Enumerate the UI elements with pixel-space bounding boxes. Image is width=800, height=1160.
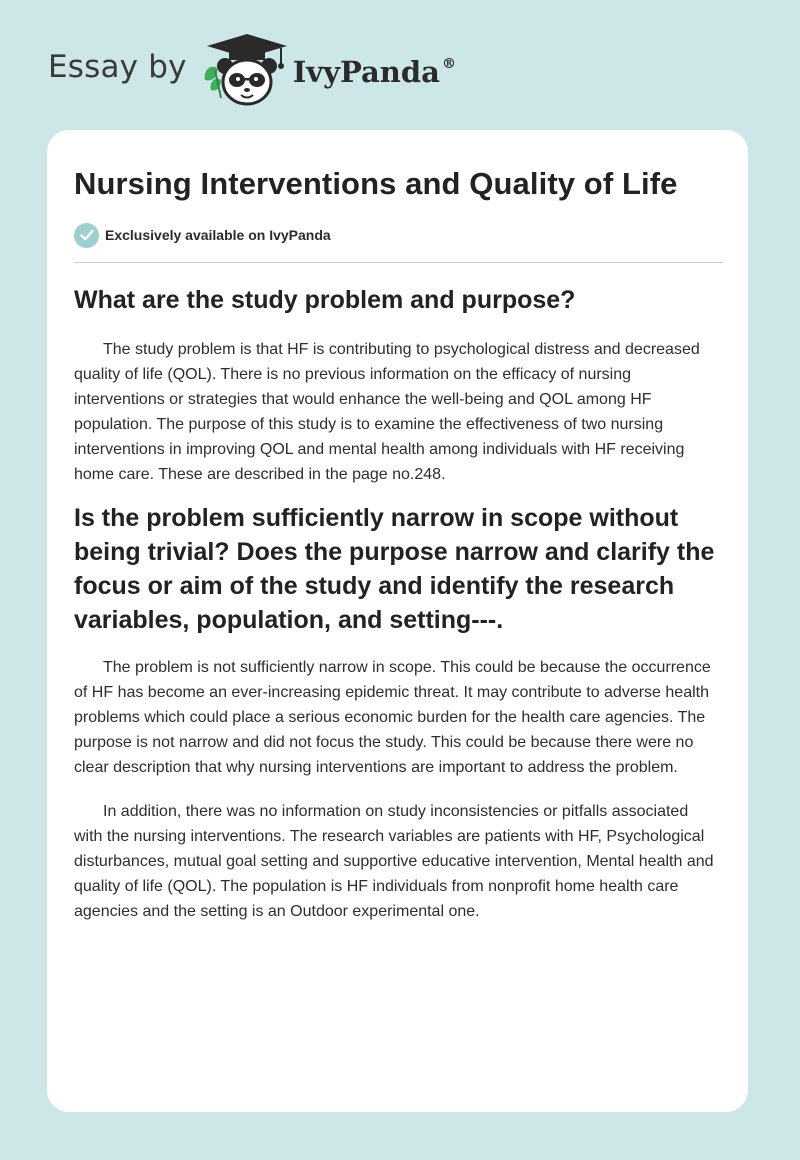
exclusive-badge (74, 222, 721, 248)
brand-name: IvyPanda ® (292, 55, 456, 89)
article-card (47, 130, 748, 1112)
paragraph: In addition, there was no information on study inconsistencies or pitfalls associated with the nursing interventions. The research variables are patients with HF, Psychological disturbances, mutual goal setting and supportive educative intervention, Mental health and quality of life (QOL). The population is HF individuals from nonprofit home health care agencies and the setting is an Outdoor experimental one. (74, 803, 714, 920)
registered-mark: ® (441, 56, 456, 72)
section-heading: Is the problem sufficiently narrow in scope without being trivial? Does the purpose narrow and clarify the focus or aim of the study and identify the research variables, population, and setting---. (74, 504, 715, 634)
divider (74, 262, 723, 263)
exclusive-label: Exclusively available on IvyPanda (105, 227, 331, 243)
panda-graduate-icon (201, 30, 293, 110)
page-title: Nursing Interventions and Quality of Life (74, 166, 678, 201)
paragraph: The problem is not sufficiently narrow in scope. This could be because the occurrence of HF has become an ever-increasing epidemic threat. It may contribute to adverse health problems which could place a serious economic burden for the health care agencies. The purpose is not narrow and did not focus the study. This could be because there were no clear description that why nursing interventions are important to address the problem. (74, 659, 711, 776)
check-icon (74, 223, 99, 248)
brand-header[interactable] (48, 30, 456, 110)
paragraph: The study problem is that HF is contributing to psychological distress and decreased quality of life (QOL). There is no previous information on the efficacy of nursing interventions or strategies that would enhance the well-being and QOL among HF population. The purpose of this study is to examine the effectiveness of two nursing interventions in improving QOL and mental health among individuals with HF receiving home care. These are described in the page no.248. (74, 341, 700, 483)
brand-prefix: Essay by (48, 49, 187, 85)
section-heading: What are the study problem and purpose? (74, 286, 576, 314)
